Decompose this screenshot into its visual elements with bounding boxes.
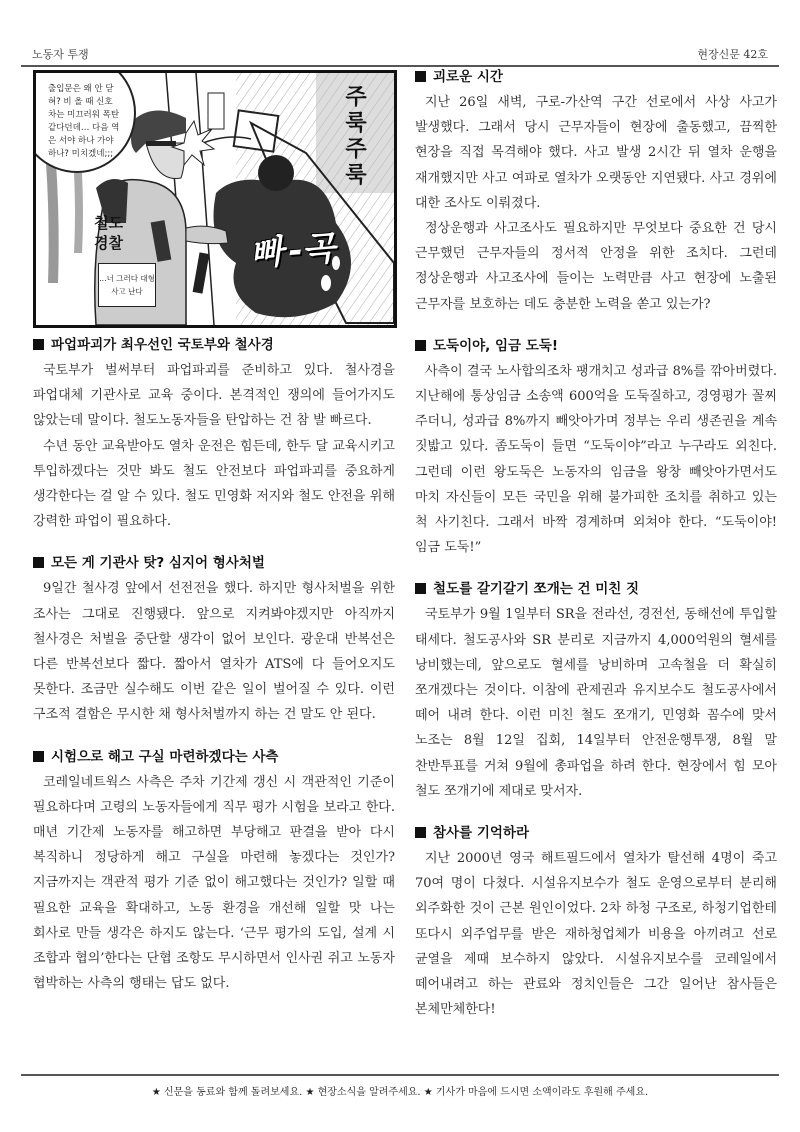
article-title: 도둑이야, 임금 도둑!: [415, 337, 777, 355]
article-paragraph: 정상운행과 사고조사도 필요하지만 무엇보다 중요한 건 당시 근무했던 근무자들의 정서적 안정을 위한 조치다. 그런데 정상운행과 사고조사에 들이는 노력만큼 사고 현장에 노출된 근무자를 보호하는 데도 충분한 노력을 쏟고 있는가?: [415, 221, 777, 312]
article-paragraph: 수년 동안 교육받아도 열차 운전은 힘든데, 한두 달 교육시키고 투입하겠다는 것만 봐도 철도 안전보다 파업파괴를 중요하게 생각한다는 걸 알 수 있다. 철도 민영화 저지와 철도 안전을 위해 강력한 파업이 필요하다.: [33, 438, 395, 530]
comic-label: 철도 경찰: [94, 214, 123, 252]
issue-number: 현장신문 42호: [697, 48, 768, 61]
article-rail-split: [415, 580, 777, 804]
right-column: [415, 68, 777, 1043]
article-paragraph: 지난 2000년 영국 해트필드에서 열차가 탈선해 4명이 죽고 70여 명이 다쳤다. 시설유지보수가 철도 운영으로부터 분리해 외주화한 것이 근본 원인이었다. 2차 하청 구조로, 하청기업한테 또다시 외주업무를 받은 재하청업체가 비용을 아끼려고 선로 균열을 제때 보수하지 않았다. 시설유지보수를 코레일에서 떼어내려고 하는 관료와 정치인들은 그간 일어난 참사들은 본체만체한다!: [415, 851, 777, 1018]
publication-name: 노동자 투쟁: [32, 48, 89, 61]
article-title: 괴로운 시간: [415, 68, 777, 86]
article-painful-time: [415, 68, 777, 317]
left-column: [33, 70, 395, 1016]
article-title: 참사를 기억하라: [415, 824, 777, 842]
article-driver-blame: [33, 554, 395, 727]
article-exam-dismissal: [33, 748, 395, 997]
square-bullet-icon: [415, 340, 426, 351]
header-divider: [21, 65, 779, 67]
sound-effect-rain: 주룩주룩: [345, 85, 367, 188]
article-wage-thief: [415, 337, 777, 561]
article-paragraph: 국토부가 9월 1일부터 SR을 전라선, 경전선, 동해선에 투입할 태세다. 철도공사와 SR 분리로 지금까지 4,000억원의 혈세를 낭비했는데, 앞으로도 혈세를 낭비하며 고속철을 더 확실히 쪼개겠다는 것이다. 이참에 관제권과 유지보수도 철도공사에서 떼어 내려 한다. 이런 미친 철도 쪼개기, 민영화 꼼수에 맞서 노조는 8월 12일 집회, 14일부터 안전운행투쟁, 8월 말 찬반투표를 거쳐 9월에 총파업을 하려 한다. 현장에서 힘 모아 철도 쪼개기에 제대로 맞서자.: [415, 607, 777, 799]
article-paragraph: 9일간 철사경 앞에서 선전전을 했다. 하지만 형사처벌을 위한 조사는 그대로 진행됐다. 앞으로 지켜봐야겠지만 아직까지 철사경은 처벌을 중단할 생각이 없어 보인다. 광운대 반복선은 다른 반복선보다 짧다. 짧아서 열차가 ATS에 다 들어오지도 못한다. 조금만 실수해도 이번 같은 일이 벌어질 수 있다. 이런 구조적 결함은 무시한 채 형사처벌까지 하는 건 말도 안 된다.: [33, 581, 395, 723]
square-bullet-icon: [415, 583, 426, 594]
square-bullet-icon: [33, 557, 44, 568]
comic-caption: …너 그러다 대형사고 난다: [98, 263, 156, 307]
article-strike-busting: [33, 336, 395, 534]
comic-panel: [33, 70, 397, 328]
article-title: 파업파괴가 최우선인 국토부와 철사경: [33, 336, 395, 354]
article-title: 시험으로 해고 구실 마련하겠다는 사측: [33, 748, 395, 766]
article-paragraph: 사측이 결국 노사합의조차 팽개치고 성과급 8%를 깎아버렸다. 지난해에 통상임금 소송액 600억을 도둑질하고, 경영평가 꼴찌 주더니, 성과급 8%까지 빼앗아가며 정부는 우리 생존권을 계속 짓밟고 있다. 좀도둑이 들면 “도둑이야”라고 누구라도 외친다. 그런데 이런 왕도둑은 노동자의 임금을 왕창 빼앗아가면서도 마치 자신들이 모든 국민을 위해 불가피한 조치를 취하고 있는 척 사기친다. 그래서 바짝 경계하며 외쳐야 한다. “도둑이야! 임금 도둑!”: [415, 363, 777, 556]
square-bullet-icon: [415, 827, 426, 838]
article-paragraph: 코레일네트웍스 사측은 주차 기간제 갱신 시 객관적인 기준이 필요하다며 고령의 노동자들에게 직무 평가 시험을 보라고 한다. 매년 기간제 노동자를 해고하면 부당해고 판결을 받아 다시 복직하니 정당하게 해고 구실을 마련해 놓겠다는 것인가? 지금까지는 객관적 평가 기준 없이 해고했다는 것인가? 일할 때 필요한 교육을 확대하고, 노동 환경을 개선해 일할 맛 나는 회사로 만들 생각은 하지도 않는다. ‘근무 평가의 도입, 설계 시 조합과 협의’한다는 단협 조항도 무시하면서 인사권 쥐고 노동자 협박하는 사측의 행태는 답도 없다.: [33, 774, 395, 992]
article-paragraph: 지난 26일 새벽, 구로-가산역 구간 선로에서 사상 사고가 발생했다. 그래서 당시 근무자들이 현장에 출동했고, 끔찍한 현장을 직접 목격해야 했다. 사고 발생 2시간 뒤 열차 운행을 재개했지만 사고 여파로 열차가 오랫동안 지연됐다. 사고 경위에 대한 조사도 이뤄졌다.: [415, 95, 777, 211]
sound-effect-crash: 빠-곡: [250, 228, 343, 274]
article-paragraph: 국토부가 벌써부터 파업파괴를 준비하고 있다. 철사경을 파업대체 기관사로 교육 중이다. 본격적인 쟁의에 들어가지도 않았는데 말이다. 철도노동자들을 탄압하는 건 참 발 빠르다.: [33, 363, 395, 429]
article-title: 모든 게 기관사 탓? 심지어 형사처벌: [33, 554, 395, 572]
article-remember-disaster: [415, 824, 777, 1022]
square-bullet-icon: [33, 339, 44, 350]
page-header: [32, 46, 768, 64]
article-title: 철도를 갈기갈기 쪼개는 건 미친 짓: [415, 580, 777, 598]
square-bullet-icon: [415, 71, 426, 82]
page-footer: ★ 신문을 동료와 함께 돌려보세요. ★ 현장소식을 알려주세요. ★ 기사가 마음에 드시면 소액이라도 후원해 주세요.: [151, 1087, 649, 1098]
square-bullet-icon: [33, 751, 44, 762]
footer-divider: [21, 1074, 779, 1076]
speech-bubble: 출입문은 왜 안 닫혀? 비 올 때 신호차는 미끄러워 폭탄 같다던데… 다음 역은 서야 하나 가야 하나? 미치겠네;;;: [33, 70, 136, 173]
